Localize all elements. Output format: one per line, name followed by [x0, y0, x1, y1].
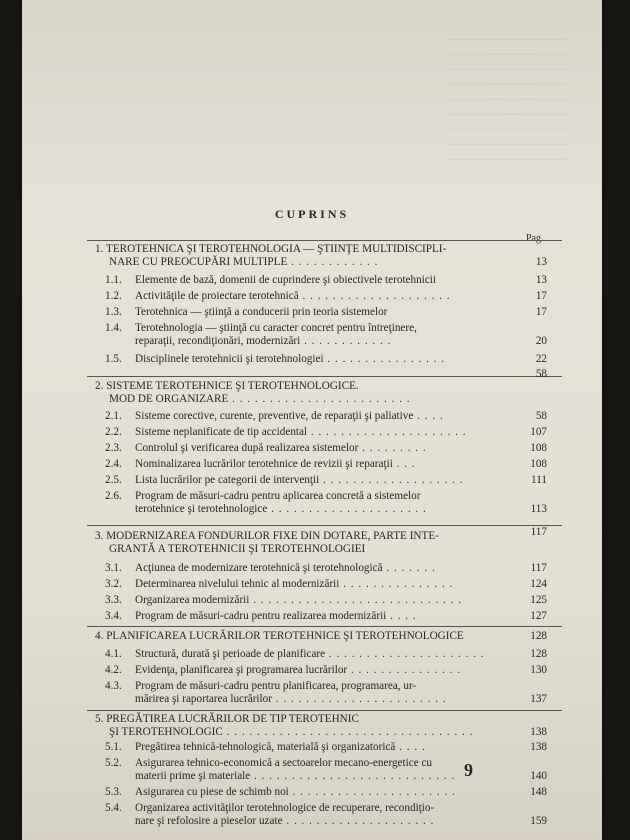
entry-page: 20: [535, 335, 547, 347]
entry-number: 2.1.: [105, 410, 122, 422]
entry-page: 117: [530, 562, 547, 574]
entry-title: Program de măsuri-cadru pentru realizarea modernizării: [135, 610, 387, 622]
entry-title: terotehnice şi terotehnologice: [135, 503, 268, 515]
entry-title: Activităţile de proiectare terotehnică: [135, 290, 299, 302]
entry-number: 3.4.: [105, 610, 122, 622]
entry-title: Sisteme neplanificate de tip accidental: [135, 426, 308, 438]
section-number: 1.: [95, 243, 104, 255]
section-number: 2.: [95, 380, 104, 392]
entry-number: 5.1.: [105, 741, 122, 753]
entry-page: 125: [530, 594, 547, 606]
entry-title: Determinarea nivelului tehnic al modernizării: [135, 578, 340, 590]
section-rule: [87, 525, 562, 526]
entry-title: Elemente de bază, domenii de cuprindere şi obiectivele terotehnicii: [135, 274, 437, 286]
entry-title: Acţiunea de modernizare terotehnică şi terotehnologică: [135, 562, 383, 574]
entry-number: 1.3.: [105, 306, 122, 318]
entry-page: 13: [535, 274, 547, 286]
section-number: 3.: [95, 530, 104, 542]
section-title-line: PLANIFICAREA LUCRĂRILOR TEROTEHNICE ŞI TEROTEHNOLOGICE: [106, 630, 464, 642]
entry-title: Program de măsuri-cadru pentru aplicarea concretă a sistemelor: [135, 490, 421, 502]
entry-title: Controlul şi verificarea după realizarea sistemelor: [135, 442, 359, 454]
section-page: 13: [535, 256, 547, 268]
section-number: 4.: [95, 630, 104, 642]
section-title-line: PREGĂTIREA LUCRĂRILOR DE TIP TEROTEHNIC: [106, 713, 359, 725]
entry-number: 1.4.: [105, 322, 122, 334]
entry-title: Nominalizarea lucrărilor terotehnice de revizii şi reparaţii: [135, 458, 393, 470]
section-title-line: ŞI TEROTEHNOLOGIC: [109, 726, 223, 738]
entry-title: Structură, durată şi perioade de planificare: [135, 648, 326, 660]
toc-section-3: [95, 530, 485, 556]
section-rule: [87, 376, 562, 377]
entry-page: 128: [530, 648, 547, 660]
toc-title: CUPRINS: [274, 207, 350, 221]
toc-section-1: 1. TEROTEHNICA ŞI TEROTEHNOLOGIA — ŞTIINŢE MULTIDISCIPLI- NARE CU PREOCUPĂRI MULTIPLE . . . . . . . . . . . .: [95, 243, 447, 268]
section-title-line: SISTEME TEROTEHNICE ŞI TEROTEHNOLOGICE.: [106, 380, 359, 392]
section-rule: [87, 626, 562, 627]
entry-number: 1.1.: [105, 274, 122, 286]
section-page: 58: [535, 368, 547, 380]
entry-number: 1.5.: [105, 353, 122, 365]
entry-number: 2.2.: [105, 426, 122, 438]
section-title-line: NARE CU PREOCUPĂRI MULTIPLE: [109, 256, 288, 268]
entry-page: 108: [530, 458, 547, 470]
entry-number: 4.2.: [105, 664, 122, 676]
entry-title: reparaţii, recondiţionări, modernizări: [135, 335, 301, 347]
toc-section-5: 5. PREGĂTIREA LUCRĂRILOR DE TIP TEROTEHNIC ŞI TEROTEHNOLOGIC . . . . . . . . . . . . . . . . . . . . . . . . . . . . . . . . .: [95, 713, 474, 738]
entry-number: 3.1.: [105, 562, 122, 574]
toc-section-2: 2. SISTEME TEROTEHNICE ŞI TEROTEHNOLOGICE. MOD DE ORGANIZARE . . . . . . . . . . . . . . . . . . . . . . . .: [95, 380, 411, 405]
entry-title: Evidenţa, planificarea şi programarea lucrărilor: [135, 664, 348, 676]
entry-page: 113: [530, 503, 547, 515]
entry-title: Organizarea activităţilor terotehnologice de recuperare, recondiţio-: [135, 802, 435, 814]
section-page: 138: [530, 726, 547, 738]
entry-title: Pregătirea tehnică-tehnologică, materială şi organizatorică: [135, 741, 396, 753]
entry-page: 140: [530, 770, 547, 782]
entry-title: nare şi refolosire a pieselor uzate: [135, 815, 283, 827]
entry-number: 2.4.: [105, 458, 122, 470]
section-title-line: GRANTĂ A TEROTEHNICII ŞI TEROTEHNOLOGIEI: [109, 543, 366, 555]
entry-number: 5.4.: [105, 802, 122, 814]
entry-page: 17: [535, 306, 547, 318]
section-title-line: MODERNIZAREA FONDURILOR FIXE DIN DOTARE, PARTE INTE-: [106, 530, 439, 542]
entry-number: 4.1.: [105, 648, 122, 660]
entry-title: Terotehnologia — ştiinţă cu caracter concret pentru întreţinere,: [135, 322, 417, 334]
entry-title: Disciplinele terotehnicii şi terotehnologiei: [135, 353, 324, 365]
entry-page: 127: [530, 610, 547, 622]
entry-page: 137: [530, 693, 547, 705]
entry-title: Asigurarea tehnico-economică a sectoarelor mecano-energetice cu: [135, 757, 433, 769]
entry-number: 3.3.: [105, 594, 122, 606]
entry-page: 17: [535, 290, 547, 302]
entry-page: 58: [535, 410, 547, 422]
show-through-text: ........................................... ........................................... ........................................... ........................................... ........................................... ........................................... ........................................... ........................................... ...........................................: [448, 31, 567, 163]
page-column-label: Pag.: [526, 233, 544, 244]
entry-title: Lista lucrărilor pe categorii de intervenţii: [135, 474, 320, 486]
entry-page: 138: [530, 741, 547, 753]
entry-title: materii prime şi materiale: [135, 770, 251, 782]
section-rule: [87, 710, 562, 711]
section-title-line: TEROTEHNICA ŞI TEROTEHNOLOGIA — ŞTIINŢE MULTIDISCIPLI-: [106, 243, 447, 255]
entry-number: 4.3.: [105, 680, 122, 692]
entry-number: 5.3.: [105, 786, 122, 798]
entry-page: 130: [530, 664, 547, 676]
entry-page: 159: [530, 815, 547, 827]
section-page: 128: [530, 630, 547, 642]
entry-title: mărirea şi raportarea lucrărilor: [135, 693, 272, 705]
section-number: 5.: [95, 713, 104, 725]
entry-title: Program de măsuri-cadru pentru planificarea, programarea, ur-: [135, 680, 417, 692]
page-number: 9: [464, 760, 473, 780]
entry-number: 1.2.: [105, 290, 122, 302]
entry-page: 124: [530, 578, 547, 590]
entry-page: 108: [530, 442, 547, 454]
entry-page: 22: [535, 353, 547, 365]
entry-number: 5.2.: [105, 757, 122, 769]
entry-page: 111: [531, 474, 547, 486]
entry-title: Asigurarea cu piese de schimb noi: [135, 786, 289, 798]
section-page: 117: [530, 526, 547, 538]
entry-title: Terotehnica — ştiinţă a conducerii prin teoria sistemelor: [135, 306, 388, 318]
section-title-line: MOD DE ORGANIZARE: [109, 393, 229, 405]
entry-number: 2.3.: [105, 442, 122, 454]
entry-number: 2.6.: [105, 490, 122, 502]
entry-number: 2.5.: [105, 474, 122, 486]
entry-number: 3.2.: [105, 578, 122, 590]
section-rule: [87, 240, 562, 241]
book-page: ........................................... ........................................... ........................................... ........................................... ........................................... ........................................... ........................................... ........................................... ........................................... CUPRINS Pag. 1. TEROTEHNICA ŞI TEROTEHNOLOGIA — ŞTIINŢE MULTIDISCIPLI- NARE CU PREOCUPĂRI MULTIPLE . . . . . . . . . . . . 13 1.1. Elemente de bază, domenii de cuprindere şi obiectivele terotehnicii 13 1.2. Activităţile de proiectare terotehnică . . . . . . . . . . . . . . . . . . . . 17 1.3. Terotehnica — ştiinţă a conducerii prin teoria sistemelor 17 1.4. Terotehnologia — ştiinţă cu caracter concret pentru întreţinere, reparaţii, recondiţionări, modernizări . . . . . . . . . . . . 20 1.5. Disciplinele terotehnicii şi terotehnologiei . . . . . . . . . . . . . . . . 22 2. SISTEME TEROTEHNICE ŞI TEROTEHNOLOGICE. MOD DE ORGANIZARE . . . . . . . . . . . . . . . . . . . . . . . . 58 2.1. Sisteme corective, curente, preventive, de reparaţii şi paliative . . . . 58 2.2. Sisteme neplanificate de tip accidental . . . . . . . . . . . . . . . . . . . . . 107 2.3. Controlul şi verificarea după realizarea sistemelor . . . . . . . . . 108 2.4. Nominalizarea lucrărilor terotehnice de revizii şi reparaţii . . . 108 2.5. Lista lucrărilor pe categorii de intervenţii . . . . . . . . . . . . . . . . . . . 111 2.6. Program de măsuri-cadru pentru aplicarea concretă a sistemelor terotehnice şi terotehnologice . . . . . . . . . . . . . . . . . . . . . 113 3. MODERNIZAREA FONDURILOR FIXE DIN DOTARE, PARTE INTE- GRANTĂ A TEROTEHNICII ŞI TEROTEHNOLOGIEI 117 3.1. Acţiunea de modernizare terotehnică şi terotehnologică . . . . . . . 117 3.2. Determinarea nivelului tehnic al modernizării . . . . . . . . . . . . . . . 124 3.3. Organizarea modernizării . . . . . . . . . . . . . . . . . . . . . . . . . . . . 125 3.4. Program de măsuri-cadru pentru realizarea modernizării . . . . 127 4. PLANIFICAREA LUCRĂRILOR TEROTEHNICE ŞI TEROTEHNOLOGICE 128 4.1. Structură, durată şi perioade de planificare . . . . . . . . . . . . . . . . . . . . . 128 4.2. Evidenţa, planificarea şi programarea lucrărilor . . . . . . . . . . . . . . . 130 4.3. Program de măsuri-cadru pentru planificarea, programarea, ur- mărirea şi raportarea lucrărilor . . . . . . . . . . . . . . . . . . . . . . . 137 5. PREGĂTIREA LUCRĂRILOR DE TIP TEROTEHNIC ŞI TEROTEHNOLOGIC . . . . . . . . . . . . . . . . . . . . . . . . . . . . . . . . . 138 5.1. Pregătirea tehnică-tehnologică, materială şi organizatorică . . . . 138 5.2. Asigurarea tehnico-economică a sectoarelor mecano-energetice cu materii prime şi materiale . . . . . . . . . . . . . . . . . . . . . . . . . . . 140 5.3. Asigurarea cu piese de schimb noi . . . . . . . . . . . . . . . . . . . . . . 148 5.4. Organizarea activităţilor terotehnologice de recuperare, recondiţio- nare şi refolosire a pieselor uzate . . . . . . . . . . . . . . . . . . . . 159: [22, 0, 602, 840]
entry-page: 107: [530, 426, 547, 438]
entry-title: Sisteme corective, curente, preventive, de reparaţii şi paliative: [135, 410, 414, 422]
entry-title: Organizarea modernizării: [135, 594, 250, 606]
entry-page: 148: [530, 786, 547, 798]
toc-section-4: [95, 630, 515, 643]
